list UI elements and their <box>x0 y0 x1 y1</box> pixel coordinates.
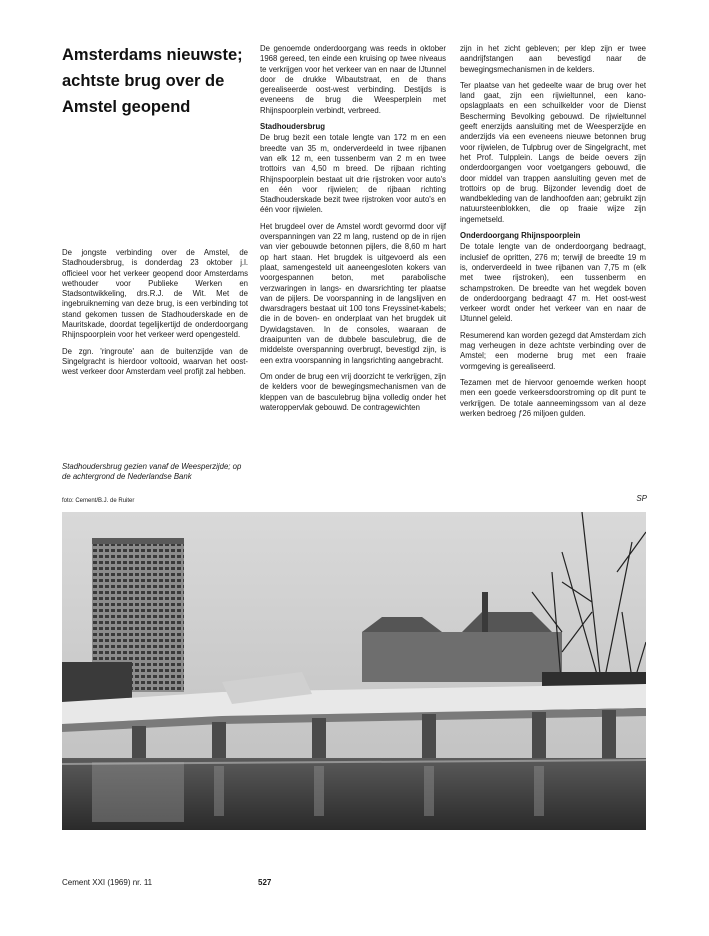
bridge-photograph <box>62 512 646 830</box>
subheading-onderdoorgang: Onderdoorgang Rhijnspoorplein <box>460 231 581 241</box>
article-headline: Amsterdams nieuwste; achtste brug over de Amstel geopend <box>62 46 243 116</box>
body-paragraph: Resumerend kan worden gezegd dat Amsterdam zich mag verheugen in deze achtste verbinding over de Amstel; een moderne brug met een fraaie vormgeving is gerealiseerd. <box>460 330 646 371</box>
photo-credit: foto: Cement/B.J. de Ruiter <box>62 498 135 504</box>
subheading-stadhoudersbrug: Stadhoudersbrug <box>260 122 325 132</box>
body-column-3 <box>460 44 646 425</box>
bridge-photo-illustration <box>62 512 646 830</box>
author-signature: SP <box>636 494 647 503</box>
body-paragraph: Tezamen met de hiervoor genoemde werken hoopt men een goede verkeersdoorstroming op dit punt te verkrijgen. De totale aanneemingssom van al deze werken bedroeg ƒ26 miljoen gulden. <box>460 377 646 418</box>
intro-paragraph-2: De zgn. 'ringroute' aan de buitenzijde van de Singelgracht is hierdoor voltooid, waarvan het oost-west verkeer door Amsterdam veel profijt zal hebben. <box>62 346 248 377</box>
body-paragraph: De genoemde onderdoorgang was reeds in oktober 1968 gereed, ten einde een kruising op twee niveaus te verkrijgen voor het verkeer van en naar de IJtunnel door de drukke Wibautstraat, en de thans gerealiseerde oost-west verbinding. Destijds is eveneens de brug die Weesperplein met Rhijnspoorplein verbindt, verbreed. <box>260 44 446 115</box>
body-paragraph: Ter plaatse van het gedeelte waar de brug over het land gaat, zijn een rijwieltunnel, een kano-opslagplaats en een schuilkelder voor de Dienst Bescherming Bevolking gebouwd. De rijwieltunnel geeft enerzijds aansluiting met de Weesperzijde en anderzijds via een eveneens nieuwe betonnen brug voor rijwielen, de Tulpbrug over de Singelgracht, met het Prof. Tulpplein. Langs de beide oevers zijn onderdoorgangen voor voetgangers gebouwd, die door middel van trappen aansluiting geven met de trottoirs op de brug. Bijzonder levendig doet de wandbekleding van de landhoofden aan; gebruikt zijn natuursteenblokken, die op fraaie wijze zijn ingemetseld. <box>460 80 646 224</box>
body-paragraph: zijn in het zicht gebleven; per klep zijn er twee aandrijfstangen aan bevestigd naar de bewegingsmechanismen in de kelders. <box>460 44 646 74</box>
body-paragraph: De totale lengte van de onderdoorgang bedraagt, inclusief de opritten, 276 m; terwijl de breedte 19 m is, onderverdeeld in twee rijbanen van 7,75 m (elk met twee rijstroken), een tussenberm en schampstroken. De breedte van het wegdek boven de onderdoorgang bedraagt 47 m. Het oost-west verkeer wordt onder het verkeer van en naar de IJtunnel geleid. <box>460 242 646 324</box>
intro-column <box>62 248 248 384</box>
body-paragraph: Het brugdeel over de Amstel wordt gevormd door vijf overspanningen van 22 m lang, rustend op de in rijen van vier gebouwde betonnen pijlers, die 8,60 m hart op hart staan. Het brugdek is uitgevoerd als een plaat, samengesteld uit aaneengesloten kokers van voorgespannen beton, met parabolische verzwaringen in langs- en dwarsrichting ter plaatse van de pijlers. De voorspanning in de langslijven en dwarsdragers bestaat uit 100 tons Freyssinet-kabels; die in de boven- en onderplaat van het brugdek uit Dywidagstaven. In de consoles, waaraan de draaipunten van de dubbele basculebrug, die de middelste overspanning overbrugt, bevestigd zijn, is een extra voorspanning in langsrichting aangebracht. <box>260 221 446 365</box>
intro-paragraph: De jongste verbinding over de Amstel, de Stadhoudersbrug, is donderdag 23 oktober j.l. officieel voor het verkeer geopend door Amsterdams wethouder voor Publieke Werken en Stadsontwikkeling, drs.R.J. de Wit. Met de ingebruikneming van deze brug, is een verbinding tot stand gekomen tussen de Stadhouderskade en de Mauritskade, doordat tegelijkertijd de onderdoorgang Rhijnspoorplein voor het verkeer werd opengesteld. <box>62 248 248 340</box>
body-column-2 <box>260 44 446 419</box>
page-number: 527 <box>258 878 272 887</box>
journal-footer: Cement XXI (1969) nr. 11 <box>62 878 153 887</box>
photo-caption: Stadhoudersbrug gezien vanaf de Weesperzijde; op de achtergrond de Nederlandse Bank <box>62 462 242 482</box>
body-paragraph: Om onder de brug een vrij doorzicht te verkrijgen, zijn de kelders voor de bewegingsmechanismen van de kleppen van de basculebrug bijna volledig onder het wateroppervlak gebouwd. De contragewichten <box>260 371 446 412</box>
body-paragraph: De brug bezit een totale lengte van 172 m en een breedte van 35 m, onderverdeeld in twee rijbanen van elk 12 m, een tussenberm van 2 m en twee trottoirs van 4,50 m breed. De rijbaan richting Rhijnspoorplein bestaat uit drie rijstroken voor auto's en één voor rijwielen; de rijbaan richting Stadhouderskade bezit twee rijstroken voor auto's en één voor rijwielen. <box>260 133 446 215</box>
